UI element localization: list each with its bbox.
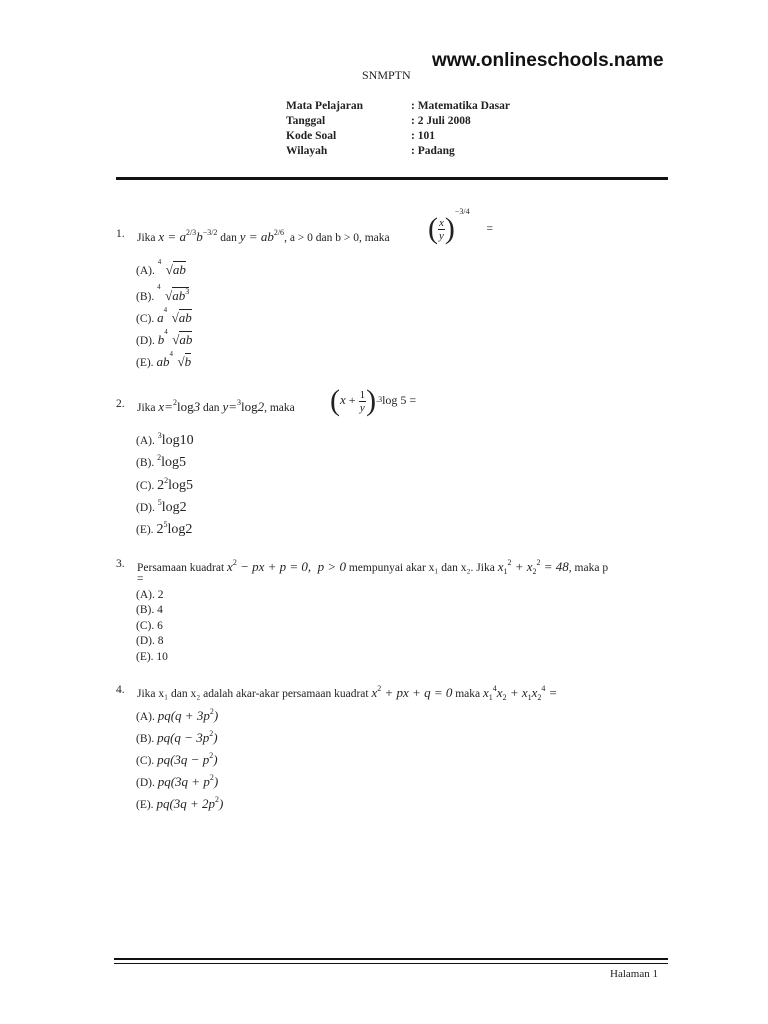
math-expression: $x = a^{2/3}b^{-3/2}$ (158, 228, 218, 244)
header-divider (116, 177, 668, 180)
fraction: $\frac{1}{y}$ (359, 388, 366, 414)
fraction: $\frac{x}{y}$ (439, 216, 444, 242)
math-expression: $x^2$ + px + q = 0 (371, 684, 453, 700)
meta-key: Kode Soal (286, 130, 337, 142)
question-stem: Persamaan kuadrat $x^2$ − px + p = 0, p > 0 mempunyai akar x₁ dan x₂. Jika $x_1^2 + x_2^2 = 48$, maka p (137, 558, 609, 576)
option-c[interactable]: (C). $2^2\log 5$ (136, 476, 193, 493)
meta-value: : Padang (411, 145, 455, 157)
math-expression: x=$^2$log3 (158, 398, 201, 414)
question-number: 4. (116, 684, 125, 696)
exam-title: SNMPTN (362, 68, 411, 82)
footer-divider (114, 958, 668, 960)
question-number: 2. (116, 398, 125, 410)
option-a[interactable]: (A). 2 (136, 589, 164, 601)
question-2-tail: (x + $\frac{1}{y}$ ).3log 5 = (330, 384, 417, 417)
option-b[interactable]: (B). $pq(q - 3p^2)$ (136, 729, 218, 745)
option-d[interactable]: (D). $^5$log2 (136, 498, 187, 515)
meta-value: : Matematika Dasar (411, 100, 511, 112)
option-a[interactable]: (A). 4 √ab (136, 258, 186, 277)
meta-value: : 101 (411, 130, 435, 142)
option-d[interactable]: (D). $pq(3q + p^2)$ (136, 773, 219, 789)
math-expression: $y = ab^{2/6}$ (239, 228, 285, 244)
meta-key: Mata Pelajaran (286, 100, 363, 112)
meta-row (286, 145, 510, 160)
question-number: 3. (116, 558, 125, 570)
option-e[interactable]: (E). ab 4 √b (136, 350, 192, 369)
option-e[interactable]: (E). $pq(3q + 2p^2)$ (136, 795, 224, 811)
question-stem: Jika $x = a^{2/3}b^{-3/2}$ dan $y = ab^{2/6}$, a > 0 dan b > 0, maka (137, 228, 390, 244)
option-d[interactable]: (D). b 4 √ab (136, 328, 193, 347)
site-watermark: www.onlineschools.name (432, 50, 664, 71)
question-number: 1. (116, 228, 125, 240)
math-expression: $x^2$ − px + p = 0, p > 0 (227, 558, 346, 574)
meta-row (286, 115, 510, 130)
meta-key: Tanggal (286, 115, 326, 127)
exam-meta (286, 100, 510, 160)
option-c[interactable]: (C). $pq(3q - p^2)$ (136, 751, 218, 767)
math-expression: $x_1^2 + x_2^2 = 48$ (497, 558, 569, 576)
question-3-eq: = (137, 573, 144, 585)
page-number: Halaman 1 (610, 968, 658, 980)
meta-key: Wilayah (286, 145, 328, 157)
option-b[interactable]: (B). $^2$log5 (136, 453, 186, 470)
option-a[interactable]: (A). $^3$log10 (136, 431, 194, 448)
question-stem: Jika x=$^2$log3 dan y=$^3$log2, maka (137, 398, 295, 414)
option-d[interactable]: (D). 8 (136, 635, 164, 647)
question-1-tail: ( $\frac{x}{y}$ )$^{-3/4}$ = (428, 206, 493, 245)
option-b[interactable]: (B). 4 (136, 604, 163, 616)
option-e[interactable]: (E). 10 (136, 651, 168, 663)
option-c[interactable]: (C). a 4 √ab (136, 306, 192, 325)
meta-row (286, 130, 510, 145)
option-b[interactable]: (B). 4 $√ab^3$ (136, 283, 190, 303)
math-expression: y=$^3$log2 (222, 398, 265, 414)
meta-value: : 2 Juli 2008 (411, 115, 471, 127)
question-stem: Jika x₁ dan x₂ adalah akar-akar persamaan kuadrat $x^2$ + px + q = 0 maka $x_1^4x_2 + x_1x_2^4$ = (137, 684, 558, 702)
footer-divider (114, 963, 668, 964)
option-c[interactable]: (C). 6 (136, 620, 163, 632)
meta-row (286, 100, 510, 115)
math-expression: $x_1^4x_2 + x_1x_2^4$ = (483, 684, 558, 702)
option-e[interactable]: (E). $2^5\log 2$ (136, 520, 193, 537)
option-a[interactable]: (A). $pq(q + 3p^2)$ (136, 707, 219, 723)
